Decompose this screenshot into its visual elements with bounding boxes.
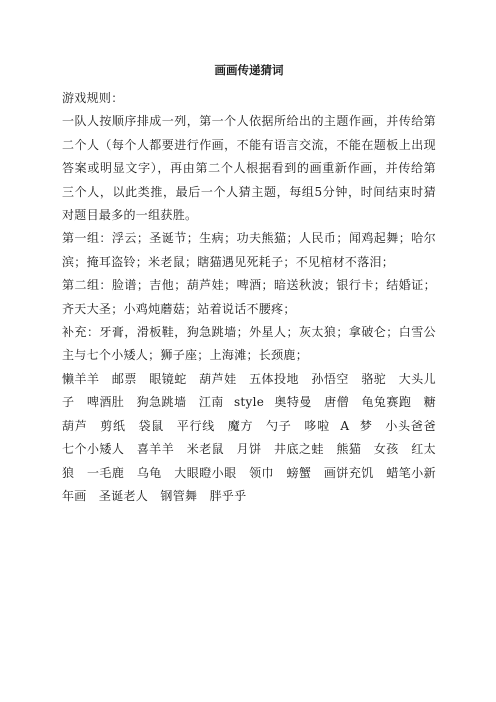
document-page bbox=[62, 62, 449, 508]
group-one-words: 第一组：浮云；圣诞节；生病；功夫熊猫；人民币；闻鸡起舞；哈尔滨；掩耳盗铃；米老鼠；瞎猫遇见死耗子；不见棺材不落泪； bbox=[62, 231, 436, 269]
document-title: 画画传递猜词 bbox=[214, 63, 284, 77]
group-two-words: 第二组：脸谱；吉他；葫芦娃；啤酒；暗送秋波；银行卡；结婚证；齐天大圣；小鸡炖蘑菇；站着说话不腰疼； bbox=[62, 278, 436, 316]
extra-word-list: 懒羊羊 邮票 眼镜蛇 葫芦娃 五体投地 孙悟空 骆驼 大头儿子 啤酒肚 狗急跳墙 江南 style 奥特曼 唐僧 龟兔赛跑 糖葫芦 剪纸 袋鼠 平行线 魔方 勺子 哆啦 A 梦 小头爸爸 七个小矮人 喜羊羊 米老鼠 月饼 井底之蛙 熊猫 女孩 红太狼 一毛鹿 乌龟 大眼瞪小眼 领巾 螃蟹 画饼充饥 蜡笔小新 年画 圣诞老人 钢管舞 胖乎乎 bbox=[62, 371, 449, 503]
rules-heading: 游戏规则： bbox=[62, 91, 124, 105]
supplement-words: 补充：牙膏，滑板鞋，狗急跳墙；外星人；灰太狼；拿破仑；白雪公主与七个小矮人；狮子座；上海滩；长颈鹿； bbox=[62, 325, 436, 363]
rules-body: 一队人按顺序排成一列，第一个人依据所给出的主题作画，并传给第二个人（每个人都要进行作画，不能有语言交流，不能在题板上出现答案或明显文字），再由第二个人根据看到的画重新作画，并传给第三个人，以此类推，最后一个人猜主题，每组5分钟，时间结束时猜对题目最多的一组获胜。 bbox=[62, 114, 436, 223]
